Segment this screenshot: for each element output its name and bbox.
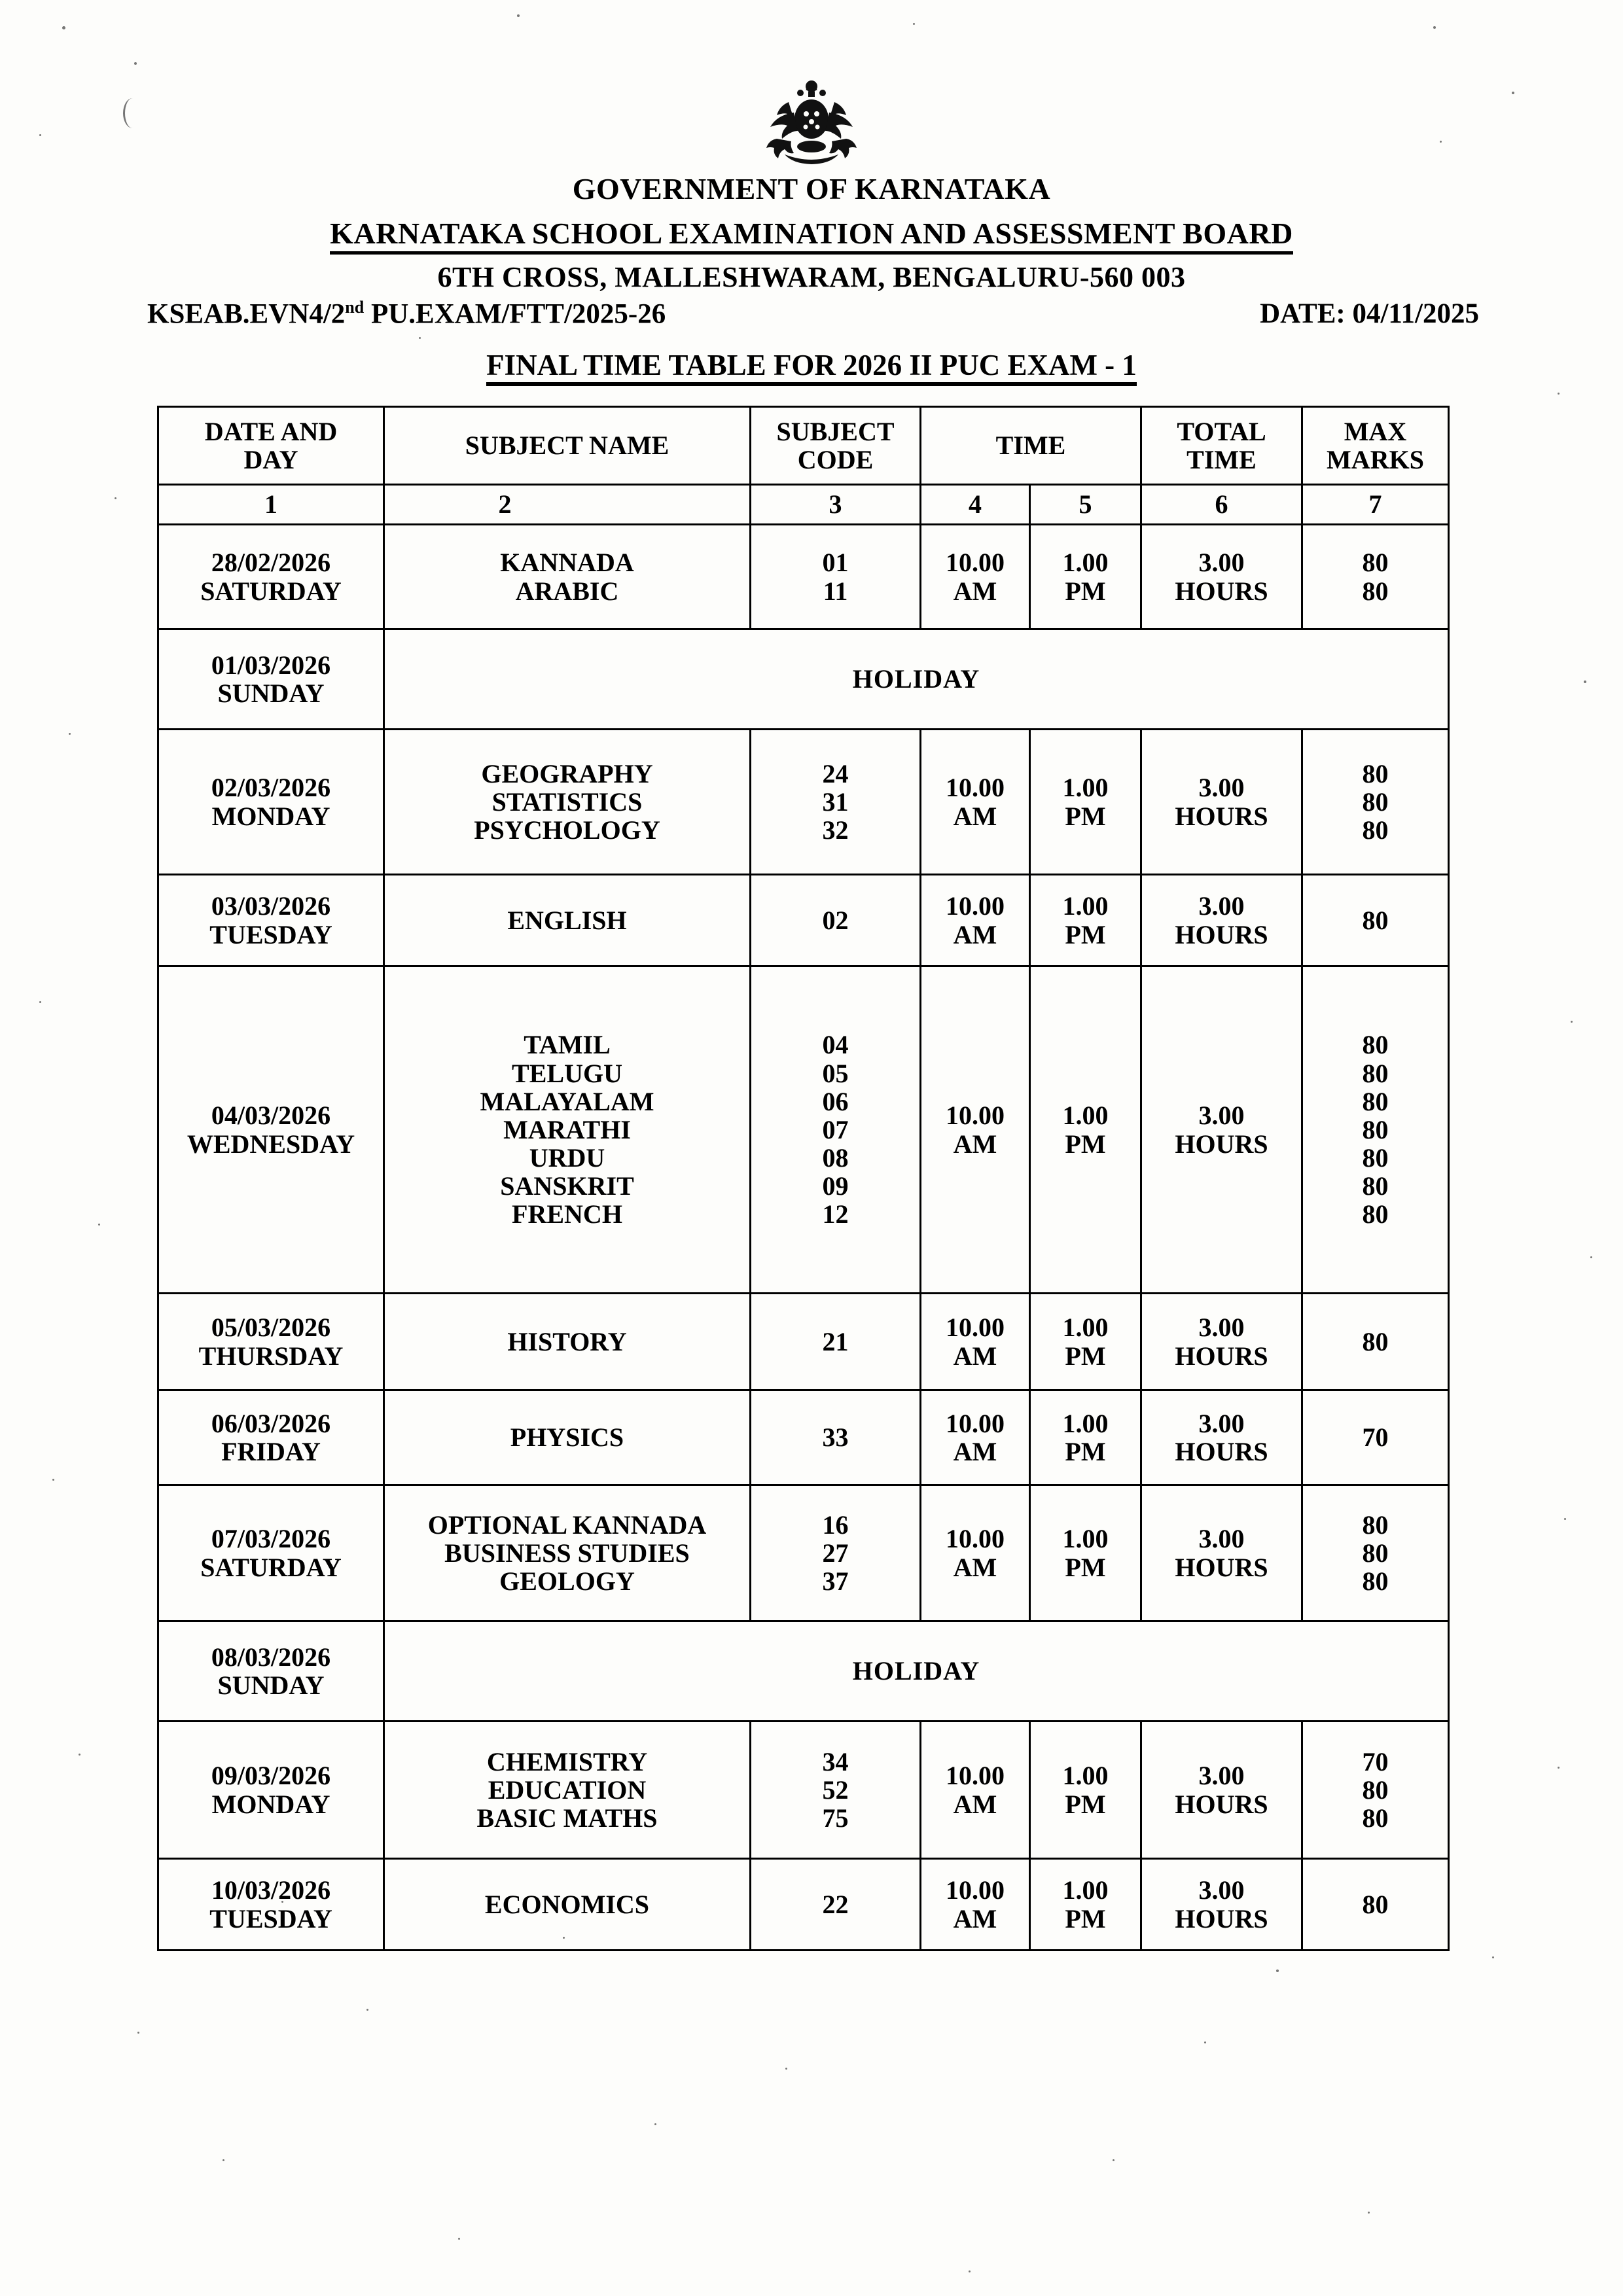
subject-code: 02 xyxy=(822,905,849,935)
cell-start-time xyxy=(921,1722,1030,1859)
cell-subject-codes xyxy=(751,1859,921,1951)
table-row xyxy=(158,1722,1449,1859)
scan-speckle xyxy=(785,2068,787,2070)
scan-speckle xyxy=(137,2032,139,2034)
column-header-subject-name: SUBJECT NAME xyxy=(384,407,751,485)
cell-subject-names xyxy=(384,525,751,629)
exam-date: 05/03/2026 xyxy=(211,1313,331,1343)
col-header-line2: TIME xyxy=(1186,445,1257,474)
scan-speckle xyxy=(458,2238,460,2240)
scan-speckle xyxy=(223,2159,224,2161)
subject-name: BASIC MATHS xyxy=(476,1803,658,1833)
cell-subject-codes xyxy=(751,1485,921,1621)
cell-end-time xyxy=(1030,875,1141,966)
total-time-unit: HOURS xyxy=(1175,1552,1268,1582)
subject-name: CHEMISTRY xyxy=(486,1746,648,1776)
end-time-value: 1.00 xyxy=(1062,1524,1109,1554)
subject-code: 12 xyxy=(822,1199,849,1229)
max-marks-value: 80 xyxy=(1362,548,1389,578)
reference-number-superscript: nd xyxy=(345,298,365,317)
subject-name: ARABIC xyxy=(515,576,619,606)
exam-day: MONDAY xyxy=(211,801,330,831)
start-time-meridiem: AM xyxy=(953,1129,997,1159)
total-time-value: 3.00 xyxy=(1198,773,1245,803)
subject-name: TAMIL xyxy=(524,1030,611,1060)
column-number-row xyxy=(158,485,1449,525)
subject-code: 06 xyxy=(822,1086,849,1116)
scan-speckle xyxy=(1113,2159,1115,2161)
subject-name: MALAYALAM xyxy=(480,1086,654,1116)
subject-name: URDU xyxy=(529,1143,605,1173)
subject-code: 07 xyxy=(822,1114,849,1144)
exam-day: THURSDAY xyxy=(198,1341,344,1371)
cell-subject-codes xyxy=(751,730,921,875)
cell-start-time xyxy=(921,730,1030,875)
subject-code: 27 xyxy=(822,1538,849,1568)
cell-subject-codes xyxy=(751,966,921,1294)
total-time-unit: HOURS xyxy=(1175,1129,1268,1159)
cell-date-and-day xyxy=(158,525,384,629)
cell-end-time xyxy=(1030,1485,1141,1621)
max-marks-value: 80 xyxy=(1362,1566,1389,1597)
cell-total-time xyxy=(1141,525,1302,629)
cell-end-time xyxy=(1030,730,1141,875)
column-number-4: 4 xyxy=(921,485,1030,525)
max-marks-value: 70 xyxy=(1362,1746,1389,1776)
total-time-unit: HOURS xyxy=(1175,576,1268,606)
start-time-meridiem: AM xyxy=(953,1437,997,1466)
max-marks-value: 80 xyxy=(1362,1326,1389,1356)
cell-total-time xyxy=(1141,1722,1302,1859)
exam-date: 28/02/2026 xyxy=(211,548,331,578)
cell-date-and-day xyxy=(158,1621,384,1722)
table-head xyxy=(158,407,1449,525)
scan-speckle xyxy=(969,2270,971,2272)
cell-subject-codes xyxy=(751,1722,921,1859)
page-title-text: FINAL TIME TABLE FOR 2026 II PUC EXAM - 1 xyxy=(486,349,1137,386)
total-time-value: 3.00 xyxy=(1198,1761,1245,1791)
cell-max-marks xyxy=(1302,525,1449,629)
cell-subject-names xyxy=(384,966,751,1294)
exam-date: 09/03/2026 xyxy=(211,1761,331,1791)
start-time-meridiem: AM xyxy=(953,1552,997,1582)
start-time-value: 10.00 xyxy=(946,1524,1005,1554)
subject-code: 05 xyxy=(822,1058,849,1088)
total-time-value: 3.00 xyxy=(1198,548,1245,578)
subject-code: 04 xyxy=(822,1030,849,1060)
start-time-value: 10.00 xyxy=(946,548,1005,578)
column-header-max-marks xyxy=(1302,407,1449,485)
cell-start-time xyxy=(921,1294,1030,1390)
cell-start-time xyxy=(921,1390,1030,1485)
end-time-value: 1.00 xyxy=(1062,1313,1109,1343)
cell-total-time xyxy=(1141,875,1302,966)
cell-max-marks xyxy=(1302,730,1449,875)
subject-name: MARATHI xyxy=(503,1114,631,1144)
exam-day: SATURDAY xyxy=(200,576,342,606)
subject-name: GEOLOGY xyxy=(499,1566,635,1597)
scan-speckle xyxy=(69,733,71,735)
cell-date-and-day xyxy=(158,730,384,875)
end-time-meridiem: PM xyxy=(1065,919,1106,949)
subject-code: 09 xyxy=(822,1171,849,1201)
cell-end-time xyxy=(1030,1294,1141,1390)
cell-total-time xyxy=(1141,1390,1302,1485)
scan-speckle xyxy=(1564,1518,1566,1520)
scan-speckle xyxy=(1558,1767,1560,1769)
max-marks-value: 80 xyxy=(1362,758,1389,788)
cell-date-and-day xyxy=(158,875,384,966)
cell-max-marks xyxy=(1302,966,1449,1294)
scan-speckle xyxy=(115,497,116,499)
exam-day: TUESDAY xyxy=(209,1903,332,1934)
government-heading: GOVERNMENT OF KARNATAKA xyxy=(572,172,1051,205)
subject-name: KANNADA xyxy=(500,548,634,578)
col-header-line2: MARKS xyxy=(1327,445,1424,474)
exam-day: SUNDAY xyxy=(217,1670,325,1700)
end-time-meridiem: PM xyxy=(1065,1552,1106,1582)
cell-date-and-day xyxy=(158,1485,384,1621)
subject-name: FRENCH xyxy=(512,1199,622,1229)
subject-name: OPTIONAL KANNADA xyxy=(427,1510,707,1540)
end-time-value: 1.00 xyxy=(1062,548,1109,578)
max-marks-value: 80 xyxy=(1362,1510,1389,1540)
cell-subject-codes xyxy=(751,1390,921,1485)
exam-day: SATURDAY xyxy=(200,1552,342,1582)
max-marks-value: 80 xyxy=(1362,1114,1389,1144)
cell-start-time xyxy=(921,525,1030,629)
scan-speckle xyxy=(79,1754,80,1756)
start-time-value: 10.00 xyxy=(946,1101,1005,1131)
max-marks-value: 80 xyxy=(1362,1199,1389,1229)
column-number-2: 2 xyxy=(384,485,751,525)
col-header-line1: TOTAL xyxy=(1177,416,1266,446)
cell-subject-names xyxy=(384,1294,751,1390)
subject-name: PHYSICS xyxy=(510,1422,624,1453)
subject-code: 34 xyxy=(822,1746,849,1776)
max-marks-value: 80 xyxy=(1362,1803,1389,1833)
board-heading-text: KARNATAKA SCHOOL EXAMINATION AND ASSESSMENT BOARD xyxy=(330,217,1293,255)
column-header-total-time xyxy=(1141,407,1302,485)
start-time-value: 10.00 xyxy=(946,773,1005,803)
cell-subject-names xyxy=(384,875,751,966)
start-time-meridiem: AM xyxy=(953,1903,997,1934)
end-time-meridiem: PM xyxy=(1065,576,1106,606)
cell-subject-codes xyxy=(751,525,921,629)
end-time-value: 1.00 xyxy=(1062,1101,1109,1131)
exam-date: 02/03/2026 xyxy=(211,773,331,803)
subject-name: PSYCHOLOGY xyxy=(474,815,660,845)
start-time-value: 10.00 xyxy=(946,1875,1005,1905)
scan-speckle xyxy=(98,1224,100,1226)
max-marks-value: 80 xyxy=(1362,815,1389,845)
max-marks-value: 80 xyxy=(1362,1058,1389,1088)
column-header-time: TIME xyxy=(921,407,1141,485)
subject-name: TELUGU xyxy=(512,1058,622,1088)
scan-speckle xyxy=(62,26,65,29)
subject-name: HISTORY xyxy=(507,1326,627,1356)
table-row xyxy=(158,1390,1449,1485)
subject-code: 37 xyxy=(822,1566,849,1597)
subject-name: ENGLISH xyxy=(507,905,627,935)
start-time-value: 10.00 xyxy=(946,1408,1005,1438)
scan-speckle xyxy=(517,14,520,17)
exam-date: 03/03/2026 xyxy=(211,891,331,921)
cell-date-and-day xyxy=(158,966,384,1294)
end-time-value: 1.00 xyxy=(1062,773,1109,803)
cell-end-time xyxy=(1030,1722,1141,1859)
total-time-value: 3.00 xyxy=(1198,891,1245,921)
max-marks-value: 80 xyxy=(1362,1775,1389,1805)
column-number-6: 6 xyxy=(1141,485,1302,525)
end-time-meridiem: PM xyxy=(1065,1903,1106,1934)
total-time-value: 3.00 xyxy=(1198,1875,1245,1905)
end-time-meridiem: PM xyxy=(1065,801,1106,831)
scan-speckle xyxy=(1590,1256,1592,1258)
table-row xyxy=(158,1294,1449,1390)
end-time-meridiem: PM xyxy=(1065,1789,1106,1819)
exam-date: 08/03/2026 xyxy=(211,1642,331,1672)
exam-day: SUNDAY xyxy=(217,679,325,708)
cell-start-time xyxy=(921,875,1030,966)
column-number-3: 3 xyxy=(751,485,921,525)
start-time-value: 10.00 xyxy=(946,891,1005,921)
subject-name: STATISTICS xyxy=(491,786,643,817)
max-marks-value: 80 xyxy=(1362,786,1389,817)
subject-name: SANSKRIT xyxy=(500,1171,634,1201)
max-marks-value: 80 xyxy=(1362,1171,1389,1201)
column-number-7: 7 xyxy=(1302,485,1449,525)
cell-end-time xyxy=(1030,1390,1141,1485)
cell-holiday: HOLIDAY xyxy=(384,629,1449,730)
start-time-meridiem: AM xyxy=(953,576,997,606)
exam-date: 10/03/2026 xyxy=(211,1875,331,1905)
start-time-value: 10.00 xyxy=(946,1761,1005,1791)
exam-date: 01/03/2026 xyxy=(211,650,331,680)
cell-total-time xyxy=(1141,1485,1302,1621)
subject-code: 32 xyxy=(822,815,849,845)
column-number-5: 5 xyxy=(1030,485,1141,525)
subject-name: GEOGRAPHY xyxy=(481,758,653,788)
cell-total-time xyxy=(1141,1294,1302,1390)
cell-date-and-day xyxy=(158,1390,384,1485)
cell-end-time xyxy=(1030,966,1141,1294)
table-row xyxy=(158,629,1449,730)
cell-date-and-day xyxy=(158,1722,384,1859)
scan-speckle xyxy=(1492,1956,1494,1958)
subject-code: 01 xyxy=(822,548,849,578)
board-heading xyxy=(0,216,1623,251)
scan-speckle xyxy=(1276,1969,1279,1972)
exam-date: 06/03/2026 xyxy=(211,1408,331,1438)
scan-speckle xyxy=(366,2009,368,2011)
cell-total-time xyxy=(1141,1859,1302,1951)
cell-subject-names xyxy=(384,1722,751,1859)
issue-date: DATE: 04/11/2025 xyxy=(1260,298,1479,330)
start-time-meridiem: AM xyxy=(953,1789,997,1819)
scan-speckle xyxy=(1433,26,1436,29)
start-time-meridiem: AM xyxy=(953,919,997,949)
cell-start-time xyxy=(921,1859,1030,1951)
end-time-value: 1.00 xyxy=(1062,1875,1109,1905)
table-row xyxy=(158,1859,1449,1951)
table-header-row xyxy=(158,407,1449,485)
total-time-unit: HOURS xyxy=(1175,1341,1268,1371)
exam-date: 04/03/2026 xyxy=(211,1101,331,1131)
max-marks-value: 80 xyxy=(1362,576,1389,606)
scan-speckle xyxy=(134,62,137,65)
col-header-line1: DATE AND xyxy=(204,416,338,446)
reference-number-suffix: PU.EXAM/FTT/2025-26 xyxy=(364,298,666,330)
cell-total-time xyxy=(1141,730,1302,875)
exam-day: WEDNESDAY xyxy=(187,1129,355,1159)
subject-code: 52 xyxy=(822,1775,849,1805)
cell-end-time xyxy=(1030,525,1141,629)
table-row xyxy=(158,966,1449,1294)
total-time-unit: HOURS xyxy=(1175,1437,1268,1466)
exam-day: FRIDAY xyxy=(221,1437,321,1466)
start-time-value: 10.00 xyxy=(946,1313,1005,1343)
subject-code: 21 xyxy=(822,1326,849,1356)
end-time-value: 1.00 xyxy=(1062,1761,1109,1791)
total-time-value: 3.00 xyxy=(1198,1408,1245,1438)
col-header-line1: SUBJECT xyxy=(776,416,895,446)
cell-max-marks xyxy=(1302,1390,1449,1485)
max-marks-value: 80 xyxy=(1362,1086,1389,1116)
subject-code: 22 xyxy=(822,1889,849,1919)
end-time-value: 1.00 xyxy=(1062,1408,1109,1438)
subject-name: EDUCATION xyxy=(488,1775,647,1805)
scan-speckle xyxy=(39,1001,41,1003)
karnataka-state-emblem-icon xyxy=(743,79,880,170)
cell-start-time xyxy=(921,1485,1030,1621)
max-marks-value: 80 xyxy=(1362,905,1389,935)
reference-number xyxy=(147,298,666,330)
scan-speckle xyxy=(1584,680,1586,683)
scan-speckle xyxy=(654,2123,656,2125)
start-time-meridiem: AM xyxy=(953,1341,997,1371)
table-row xyxy=(158,1621,1449,1722)
subject-code: 33 xyxy=(822,1422,849,1453)
total-time-unit: HOURS xyxy=(1175,801,1268,831)
cell-subject-names xyxy=(384,1859,751,1951)
max-marks-value: 80 xyxy=(1362,1889,1389,1919)
table-row xyxy=(158,525,1449,629)
cell-subject-names xyxy=(384,730,751,875)
scan-speckle xyxy=(1571,1021,1573,1023)
cell-max-marks xyxy=(1302,1485,1449,1621)
column-header-date-and-day xyxy=(158,407,384,485)
exam-date: 07/03/2026 xyxy=(211,1524,331,1554)
subject-code: 16 xyxy=(822,1510,849,1540)
subject-code: 24 xyxy=(822,758,849,788)
subject-code: 11 xyxy=(823,576,848,606)
cell-subject-names xyxy=(384,1485,751,1621)
scan-speckle xyxy=(419,337,421,339)
subject-name: BUSINESS STUDIES xyxy=(444,1538,690,1568)
cell-max-marks xyxy=(1302,1294,1449,1390)
table-row xyxy=(158,1485,1449,1621)
max-marks-value: 80 xyxy=(1362,1030,1389,1060)
cell-total-time xyxy=(1141,966,1302,1294)
cell-subject-codes xyxy=(751,1294,921,1390)
end-time-meridiem: PM xyxy=(1065,1437,1106,1466)
scan-speckle xyxy=(1368,2212,1370,2214)
max-marks-value: 80 xyxy=(1362,1538,1389,1568)
max-marks-value: 70 xyxy=(1362,1422,1389,1453)
col-header-line2: DAY xyxy=(243,445,298,474)
cell-holiday: HOLIDAY xyxy=(384,1621,1449,1722)
col-header-line1: MAX xyxy=(1344,416,1407,446)
cell-max-marks xyxy=(1302,1859,1449,1951)
total-time-unit: HOURS xyxy=(1175,1789,1268,1819)
total-time-unit: HOURS xyxy=(1175,919,1268,949)
max-marks-value: 80 xyxy=(1362,1143,1389,1173)
cell-end-time xyxy=(1030,1859,1141,1951)
col-header-line2: CODE xyxy=(797,445,874,474)
exam-timetable xyxy=(157,406,1450,1951)
total-time-value: 3.00 xyxy=(1198,1524,1245,1554)
cell-date-and-day xyxy=(158,1859,384,1951)
cell-max-marks xyxy=(1302,875,1449,966)
page-title xyxy=(0,348,1623,382)
start-time-meridiem: AM xyxy=(953,801,997,831)
scan-speckle xyxy=(1204,2041,1206,2043)
cell-max-marks xyxy=(1302,1722,1449,1859)
total-time-value: 3.00 xyxy=(1198,1313,1245,1343)
reference-line xyxy=(147,298,1479,330)
column-number-1: 1 xyxy=(158,485,384,525)
cell-subject-names xyxy=(384,1390,751,1485)
state-emblem-container xyxy=(0,79,1623,173)
cell-date-and-day xyxy=(158,629,384,730)
cell-date-and-day xyxy=(158,1294,384,1390)
subject-code: 08 xyxy=(822,1143,849,1173)
end-time-meridiem: PM xyxy=(1065,1129,1106,1159)
end-time-meridiem: PM xyxy=(1065,1341,1106,1371)
table-row xyxy=(158,730,1449,875)
reference-number-prefix: KSEAB.EVN4/2 xyxy=(147,298,346,330)
subject-code: 31 xyxy=(822,786,849,817)
exam-day: TUESDAY xyxy=(209,919,332,949)
total-time-unit: HOURS xyxy=(1175,1903,1268,1934)
end-time-value: 1.00 xyxy=(1062,891,1109,921)
cell-start-time xyxy=(921,966,1030,1294)
cell-subject-codes xyxy=(751,875,921,966)
table-row xyxy=(158,875,1449,966)
subject-name: ECONOMICS xyxy=(484,1889,650,1919)
exam-day: MONDAY xyxy=(211,1789,330,1819)
subject-code: 75 xyxy=(822,1803,849,1833)
scan-speckle xyxy=(52,1479,54,1481)
column-header-subject-code xyxy=(751,407,921,485)
table-body xyxy=(158,525,1449,1951)
total-time-value: 3.00 xyxy=(1198,1101,1245,1131)
board-address: 6TH CROSS, MALLESHWARAM, BENGALURU-560 003 xyxy=(437,261,1186,293)
scan-speckle xyxy=(1558,393,1560,395)
scan-speckle xyxy=(913,23,915,25)
timetable-container xyxy=(157,406,1448,1951)
